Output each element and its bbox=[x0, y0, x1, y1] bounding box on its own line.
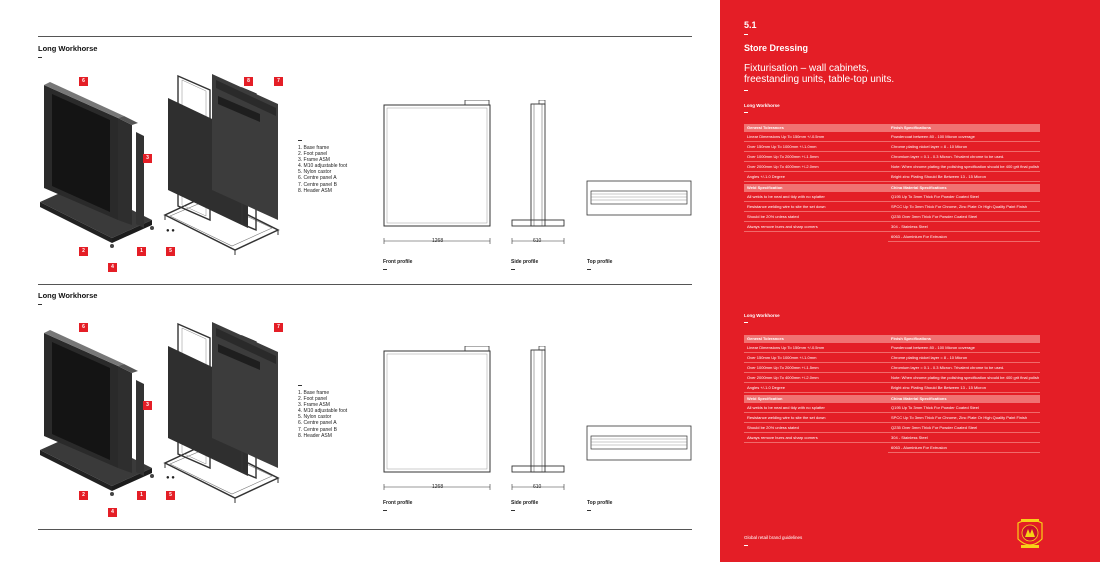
parts-list-item: 2. Foot panel bbox=[298, 396, 328, 403]
table-header: Finish Specifications bbox=[888, 335, 1040, 343]
table-row: All welds to be neat and tidy with no splatter bbox=[744, 192, 896, 202]
finish-specifications-table bbox=[888, 122, 1040, 242]
parts-list bbox=[298, 390, 347, 439]
label-dash bbox=[383, 269, 387, 270]
page-subtitle bbox=[744, 63, 894, 85]
table-row: Over 150mm Up To 1000mm +/-1.0mm bbox=[744, 353, 896, 363]
parts-list-item: 8. Header ASM bbox=[298, 187, 332, 194]
assembled-unit-illustration bbox=[40, 318, 160, 508]
section-number: 5.1 bbox=[744, 20, 757, 30]
parts-dash bbox=[298, 385, 302, 386]
parts-list-item: 4. M10 adjustable foot bbox=[298, 408, 348, 415]
table-row: Chromium layer = 0.1 - 0.3 Micron. Trivalent chrome to be used. bbox=[888, 363, 1040, 373]
table-header: Weld Specification bbox=[744, 184, 896, 192]
callout-6: 6 bbox=[79, 77, 88, 86]
front-profile-drawing bbox=[382, 100, 497, 250]
label-dash bbox=[587, 510, 591, 511]
table-row: Angles +/-1.0 Degree bbox=[744, 383, 896, 393]
table-header: General Tolerances bbox=[744, 124, 896, 132]
table-row: Q235 Over 3mm Thick For Powder Coated Steel bbox=[888, 212, 1040, 222]
table-header: General Tolerances bbox=[744, 335, 896, 343]
table-row: Over 2000mm Up To 4000mm +/-2.0mm bbox=[744, 162, 896, 172]
callout-2: 2 bbox=[79, 247, 88, 256]
parts-list-item: 2. Foot panel bbox=[298, 151, 328, 158]
label-dash bbox=[511, 269, 515, 270]
general-tolerances-table bbox=[744, 122, 896, 232]
callout-3: 3 bbox=[143, 401, 152, 410]
top-profile-drawing bbox=[586, 180, 692, 216]
table-header: Weld Specification bbox=[744, 395, 896, 403]
parts-list-item: 1. Base frame bbox=[298, 145, 330, 151]
table-row: Resistance welding wire to site the set down bbox=[744, 202, 896, 212]
table-row: 6063 - Aluminium For Extrusion bbox=[888, 232, 1040, 242]
assembled-unit-illustration bbox=[40, 70, 160, 260]
parts-list-item: 4. M10 adjustable foot bbox=[298, 163, 348, 170]
table-row: Over 1000mm Up To 2000mm +/-1.5mm bbox=[744, 363, 896, 373]
table-row: 304 - Stainless Steel bbox=[888, 222, 1040, 232]
parts-list-item: 6. Centre panel A bbox=[298, 175, 337, 182]
table-row: Q195 Up To 3mm Thick For Powder Coated Steel bbox=[888, 192, 1040, 202]
exploded-unit-illustration bbox=[160, 318, 290, 518]
table-row: 304 - Stainless Steel bbox=[888, 433, 1040, 443]
table-row: Chrome plating nickel layer = 8 - 10 Micron bbox=[888, 142, 1040, 152]
parts-list-item: 5. Nylon castor bbox=[298, 169, 332, 176]
castor-icon: ● ● bbox=[166, 475, 175, 481]
parts-list-item: 7. Centre panel B bbox=[298, 426, 337, 433]
table-row: Note: When chrome plating the polishing specification should be 400 grit final polish bbox=[888, 373, 1040, 383]
side-profile-label: Side profile bbox=[511, 500, 539, 506]
table-row: Over 1000mm Up To 2000mm +/-1.5mm bbox=[744, 152, 896, 162]
section-title: Long Workhorse bbox=[38, 44, 98, 53]
footer-dash bbox=[744, 545, 748, 546]
table-row: Should be 20% unless stated bbox=[744, 212, 896, 222]
front-profile-drawing bbox=[382, 346, 497, 496]
page-title: Store Dressing bbox=[744, 43, 809, 53]
title-dash bbox=[38, 304, 42, 305]
width-dimension: 1268 bbox=[432, 484, 444, 490]
top-profile-label: Top profile bbox=[587, 500, 613, 506]
table-row: Powdercoat between 80 - 100 Micron coverage bbox=[888, 132, 1040, 142]
callout-1: 1 bbox=[137, 247, 146, 256]
top-profile-label: Top profile bbox=[587, 259, 613, 265]
side-profile-drawing bbox=[508, 100, 568, 250]
callout-1: 1 bbox=[137, 491, 146, 500]
table-row: All welds to be neat and tidy with no splatter bbox=[744, 403, 896, 413]
table-row: SPCC Up To 3mm Thick For Chrome, Zinc Plate Or High Quality Paint Finish bbox=[888, 202, 1040, 212]
table-row: Linear Dimensions Up To 150mm +/-0.5mm bbox=[744, 343, 896, 353]
table-row: Over 2000mm Up To 4000mm +/-2.0mm bbox=[744, 373, 896, 383]
table-row: Resistance welding wire to site the set down bbox=[744, 413, 896, 423]
table-row: Chromium layer = 0.1 - 0.3 Micron. Trivalent chrome to be used. bbox=[888, 152, 1040, 162]
number-dash bbox=[744, 34, 748, 35]
table-row: Q195 Up To 3mm Thick For Powder Coated Steel bbox=[888, 403, 1040, 413]
subtitle-dash bbox=[744, 90, 748, 91]
callout-5: 5 bbox=[166, 491, 175, 500]
table-header: China Material Specifications bbox=[888, 395, 1040, 403]
parts-list-item: 5. Nylon castor bbox=[298, 414, 332, 421]
side-profile-drawing bbox=[508, 346, 568, 496]
front-profile-label: Front profile bbox=[383, 500, 413, 506]
table-header: China Material Specifications bbox=[888, 184, 1040, 192]
label-dash bbox=[511, 510, 515, 511]
middle-rule bbox=[38, 284, 692, 285]
table-row: Q235 Over 3mm Thick For Powder Coated Steel bbox=[888, 423, 1040, 433]
table-row: Powdercoat between 80 - 100 Micron coverage bbox=[888, 343, 1040, 353]
top-rule bbox=[38, 36, 692, 37]
label-dash bbox=[587, 269, 591, 270]
parts-list-item: 1. Base frame bbox=[298, 390, 330, 396]
parts-list-item: 3. Frame ASM bbox=[298, 402, 330, 409]
depth-dimension: 610 bbox=[533, 238, 542, 244]
table-row: Linear Dimensions Up To 150mm +/-0.5mm bbox=[744, 132, 896, 142]
spec-heading-dash bbox=[744, 112, 748, 113]
parts-list-item: 8. Header ASM bbox=[298, 432, 332, 439]
table-row: Chrome plating nickel layer = 8 - 10 Micron bbox=[888, 353, 1040, 363]
table-row: Bright zinc Plating Should Be Between 13 - 15 Micron bbox=[888, 383, 1040, 393]
general-tolerances-table bbox=[744, 333, 896, 443]
parts-list-item: 3. Frame ASM bbox=[298, 157, 330, 164]
bottom-rule bbox=[38, 529, 692, 530]
section-title: Long Workhorse bbox=[38, 291, 98, 300]
table-row: Note: When chrome plating the polishing specification should be 400 grit final polish bbox=[888, 162, 1040, 172]
title-dash bbox=[38, 57, 42, 58]
parts-dash bbox=[298, 140, 302, 141]
table-row: Should be 20% unless stated bbox=[744, 423, 896, 433]
table-row: Always remove burrs and sharp corners bbox=[744, 222, 896, 232]
table-row: Always remove burrs and sharp corners bbox=[744, 433, 896, 443]
subtitle-line: Fixturisation – wall cabinets, bbox=[744, 63, 870, 74]
castor-icon: ● ● bbox=[166, 228, 175, 234]
club-crest-logo bbox=[1013, 515, 1047, 553]
spec-heading: Long Workhorse bbox=[744, 313, 780, 318]
subtitle-line: freestanding units, table-top units. bbox=[744, 74, 895, 85]
red-info-panel bbox=[720, 0, 1100, 562]
label-dash bbox=[383, 510, 387, 511]
table-row: Over 150mm Up To 1000mm +/-1.0mm bbox=[744, 142, 896, 152]
table-row: SPCC Up To 3mm Thick For Chrome, Zinc Plate Or High Quality Paint Finish bbox=[888, 413, 1040, 423]
callout-6: 6 bbox=[79, 323, 88, 332]
side-profile-label: Side profile bbox=[511, 259, 539, 265]
callout-7: 7 bbox=[274, 323, 283, 332]
callout-8: 8 bbox=[244, 77, 253, 86]
front-profile-label: Front profile bbox=[383, 259, 413, 265]
parts-list-item: 7. Centre panel B bbox=[298, 181, 337, 188]
spec-heading: Long Workhorse bbox=[744, 103, 780, 108]
exploded-unit-illustration bbox=[160, 70, 290, 270]
table-header: Finish Specifications bbox=[888, 124, 1040, 132]
callout-7: 7 bbox=[274, 77, 283, 86]
callout-2: 2 bbox=[79, 491, 88, 500]
finish-specifications-table bbox=[888, 333, 1040, 453]
spec-heading-dash bbox=[744, 322, 748, 323]
callout-3: 3 bbox=[143, 154, 152, 163]
top-profile-drawing bbox=[586, 425, 692, 461]
table-row: Angles +/-1.0 Degree bbox=[744, 172, 896, 182]
depth-dimension: 610 bbox=[533, 484, 542, 490]
table-row: Bright zinc Plating Should Be Between 13 - 15 Micron bbox=[888, 172, 1040, 182]
callout-4: 4 bbox=[108, 263, 117, 272]
footer-text: Global retail brand guidelines bbox=[744, 535, 803, 540]
callout-4: 4 bbox=[108, 508, 117, 517]
callout-5: 5 bbox=[166, 247, 175, 256]
table-row: 6063 - Aluminium For Extrusion bbox=[888, 443, 1040, 453]
width-dimension: 1268 bbox=[432, 238, 444, 244]
parts-list-item: 6. Centre panel A bbox=[298, 420, 337, 427]
parts-list bbox=[298, 145, 347, 194]
